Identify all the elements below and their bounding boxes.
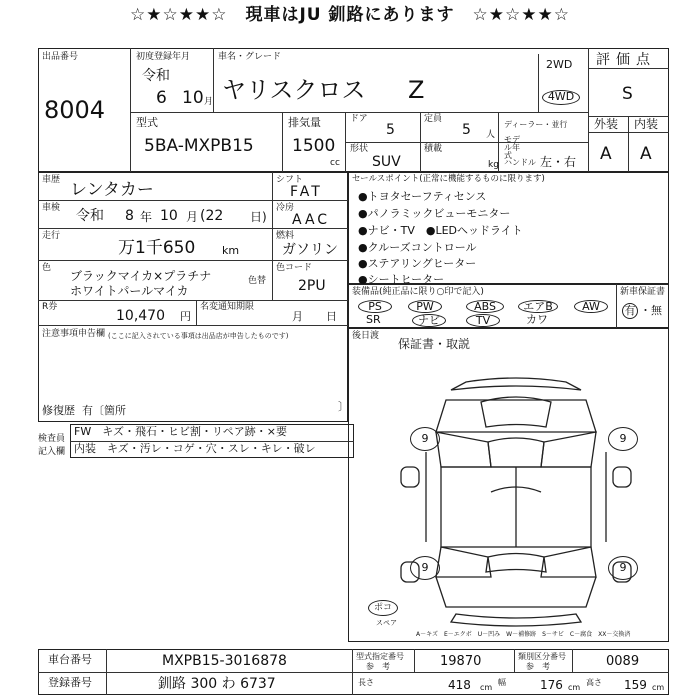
shift: FAT [290,184,323,200]
color-code-label: 色コード [276,263,313,273]
inspect-month: 10 [160,208,178,224]
reg-label: 初度登録年月 [136,52,191,62]
name-change-label: 名変通知期限 [200,302,255,312]
inspector-line-1: FW キズ・飛石・ヒビ割・リペア跡・×要 [74,425,287,438]
kg-unit: kg [488,160,499,170]
int-grade: A [640,144,652,164]
eval-score: S [622,84,633,104]
door-label: ドア [350,114,368,124]
disp-label: 排気量 [288,116,321,129]
sales-title: セールスポイント(正常に機能するものに限ります) [352,174,545,184]
displacement: 1500 [292,136,336,156]
int-label: 内装 [634,117,659,131]
damage-mark-fr: 9 [608,427,638,451]
mileage-label: 走行 [42,231,61,241]
new-car-no: ・無 [640,304,662,317]
drive-2wd: 2WD [546,58,573,71]
sales-point-2: ●パノラミックビューモニター [358,207,511,220]
month-label: 月 [292,310,303,323]
chassis: MXPB15-3016878 [162,653,287,669]
color-code: 2PU [298,278,326,294]
load-label: 積載 [424,144,443,154]
doors: 5 [386,122,395,138]
equip-tv: TV [466,314,500,327]
height-cm: cm [652,683,665,692]
seat-unit: 人 [486,130,496,140]
chassis-label: 車台番号 [48,653,92,666]
equip-ps: PS [358,300,392,313]
repair-label: 修復歴 [42,404,75,417]
inspect-label: 車検 [42,203,61,213]
ac-label: 冷房 [276,203,295,213]
length-label: 長さ [358,678,374,687]
plate: 釧路 300 わ 6737 [158,676,276,692]
length-cm: cm [480,683,493,692]
reg-month: 10 [182,88,204,108]
color-line2: ホワイトパールマイカ [70,284,189,298]
height: 159 [624,678,647,692]
sales-point-1: ●トヨタセーフティセンス [358,190,487,203]
yen-unit: 円 [180,310,191,323]
banner: ☆★☆★★☆ 現車はJU 釧路にあります ☆★☆★★☆ [130,5,570,25]
equip-sr: SR [366,313,381,326]
notes-small: (ここに記入されている事項は出品店が申告したものです) [108,332,289,340]
inspect-era: 令和 [76,208,104,224]
reg-month-unit: 月 [204,97,214,107]
reg-era: 令和 [142,68,170,84]
spare-label: スペア [376,619,397,627]
class-label: 類別区分番号 [518,652,566,661]
handle: 左・右 [540,155,577,169]
inspect-year: 8 [125,208,134,224]
grade: Z [408,76,425,104]
damage-mark-rr: 9 [608,556,638,580]
inspect-month-unit: 月 [186,210,199,224]
type-num-label: 型式指定番号 [356,652,404,661]
length: 418 [448,678,471,692]
new-car-label: 新車保証書 [620,287,666,297]
color-line1: ブラックマイカ×プラチナ [70,269,212,283]
history: レンタカー [70,180,154,200]
mileage: 万1千650 [118,238,196,258]
type-num: 19870 [440,654,482,669]
class-sub: 参 考 [526,662,550,671]
day-label: 日 [326,310,337,323]
type-num-sub: 参 考 [366,662,390,671]
fuel: ガソリン [282,242,338,258]
inspector-label-1: 検査員 [38,434,66,444]
shape-label: 形状 [350,144,369,154]
equip-abs: ABS [466,300,504,313]
dealer-label: ディーラー・並行 [504,120,568,129]
after-text: 保証書・取説 [398,337,471,351]
inspector-line-2: 内装 キズ・汚レ・コゲ・穴・スレ・キレ・破レ [74,442,316,455]
damage-mark-fl: 9 [410,427,440,451]
height-label: 高さ [586,678,602,687]
sales-point-3: ●ナビ・TV ●LEDヘッドライト [358,224,523,237]
repair-close: 〕 [338,400,349,413]
model-year-label: モデル年式 [504,135,520,160]
sales-point-6: ●シートヒーター [358,273,445,286]
cc-unit: cc [330,158,340,168]
spare-mark: ポコ [368,600,398,616]
equip-leather: カワ [526,313,548,326]
seats: 5 [462,122,471,138]
car-label: 車名・グレード [218,52,282,62]
recycle-label: R券 [42,302,58,312]
drive-4wd: 4WD [542,90,580,105]
model-label: 型式 [136,116,158,129]
shape: SUV [372,154,401,170]
damage-mark-rl: 9 [410,556,440,580]
width-cm: cm [568,683,581,692]
shift-label: シフト [276,175,304,185]
handle-label: ハンドル [504,158,536,167]
plate-label: 登録番号 [48,676,92,689]
lot-number: 8004 [44,96,106,124]
class-num: 0089 [606,654,640,669]
sales-point-5: ●ステアリングヒーター [358,257,477,270]
inspect-year-unit: 年 [140,210,153,224]
notes-label: 注意事項申告欄 [42,329,106,339]
width-label: 幅 [498,678,506,687]
eval-label: 評価点 [596,52,656,68]
fuel-label: 燃料 [276,231,295,241]
ext-grade: A [600,144,612,164]
inspector-label-2: 記入欄 [38,447,66,457]
inspect-day: (22 [200,208,224,224]
history-label: 車歴 [42,175,61,185]
recycle: 10,470 [116,308,165,324]
damage-legend: A－キズ E－エクボ U－凹み W－補修跡 S－サビ C－腐食 XX－交換済 [416,631,631,638]
car-name: ヤリスクロス [222,76,366,104]
inspect-day-unit: 日) [250,210,267,224]
width: 176 [540,678,563,692]
sales-point-4: ●クルーズコントロール [358,241,477,254]
seat-label: 定員 [424,114,443,124]
color-label: 色 [42,263,52,273]
ext-label: 外装 [594,117,619,131]
after-label: 後日渡 [352,331,380,341]
new-car-yes: 有 [622,303,638,319]
equip-aw: AW [574,300,608,313]
car-diagram [396,372,636,632]
km-unit: km [222,244,240,257]
repair: 有〔箇所 [82,404,126,417]
equip-navi: ナビ [412,314,446,327]
color-change-label: 色替 [248,276,267,286]
ac: AAC [292,212,331,228]
model-code: 5BA-MXPB15 [144,136,254,156]
equip-pw: PW [408,300,442,313]
lot-label: 出品番号 [42,52,79,62]
equip-airbag: エアB [518,300,558,313]
reg-year: 6 [156,88,167,108]
equipment-title: 装備品(純正品に限り○印で記入) [352,287,484,297]
